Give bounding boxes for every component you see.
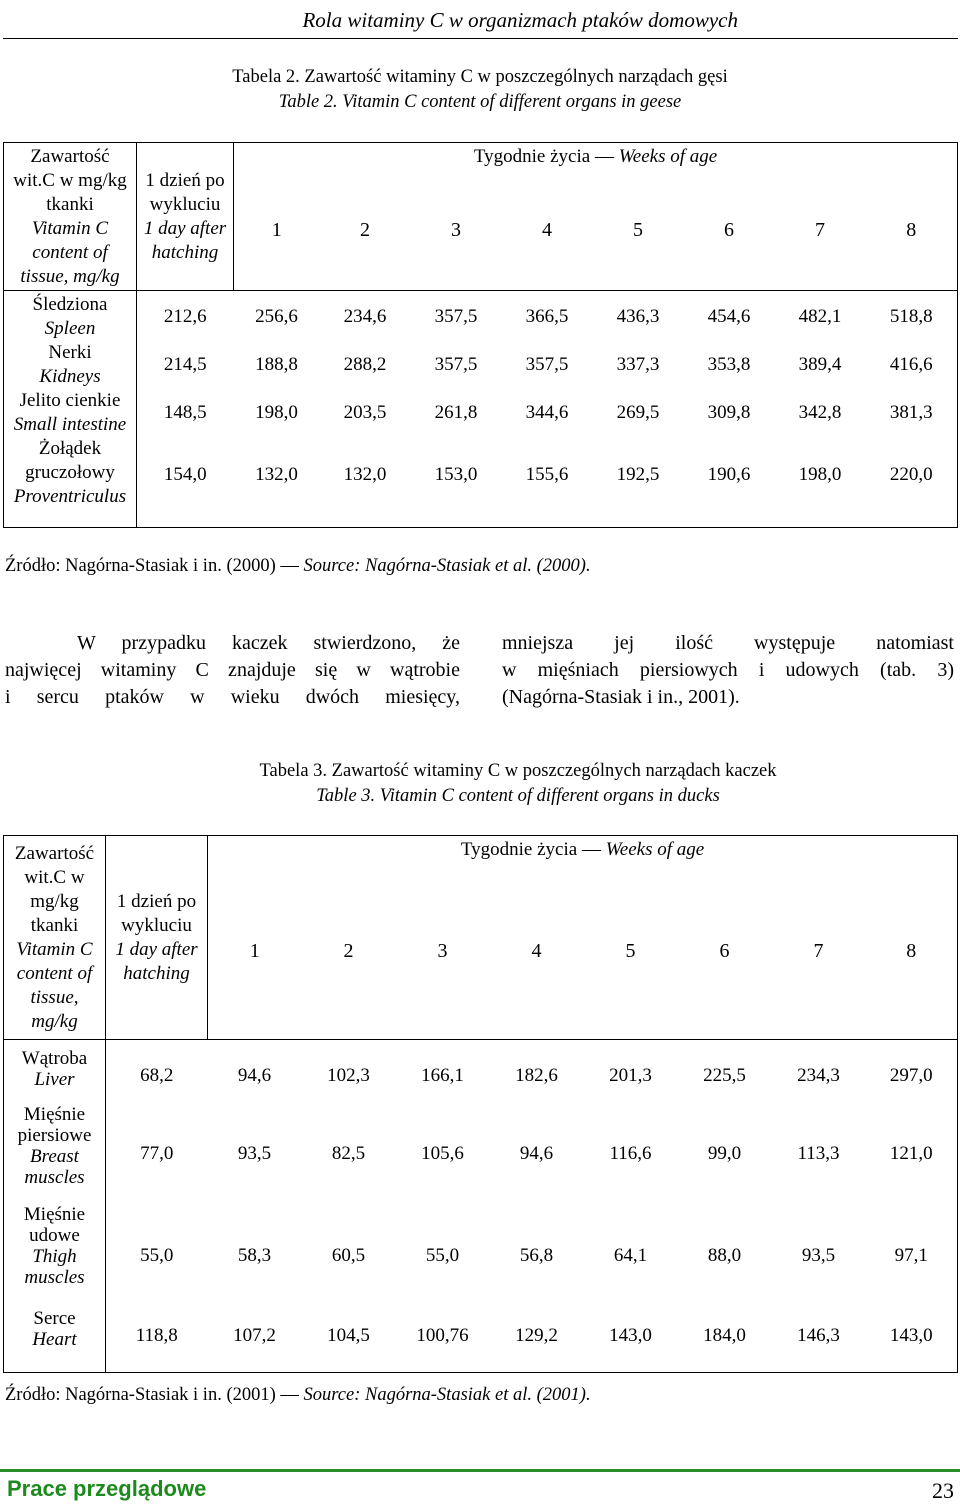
- footer-rule: [0, 1469, 960, 1472]
- header-rule: [3, 38, 958, 39]
- table2-values-column: [411, 291, 502, 528]
- body-text-left-line-3: i sercu ptaków w wieku dwóch miesięcy,: [5, 686, 460, 708]
- table3-value-cell: 104,5: [327, 1325, 370, 1346]
- table3-values-column: [208, 1040, 302, 1373]
- table3-values-column: [490, 1040, 584, 1373]
- table3-value-cell: 234,3: [797, 1065, 840, 1086]
- table2-header-label-pl: Zawartość: [30, 145, 110, 167]
- table3-weeks-label-pl: Tygodnie życia: [460, 838, 578, 860]
- table2-value-cell: 454,6: [707, 306, 751, 327]
- table3-day1-label-en: 1 day after: [115, 938, 198, 960]
- table3-values-column: [584, 1040, 678, 1373]
- table3-value-cell: 68,2: [140, 1065, 174, 1086]
- table2-value-cell: 190,6: [707, 464, 751, 485]
- table2-day1-label-pl: wykluciu: [149, 193, 221, 215]
- table2-row-labels-cell: [4, 291, 137, 528]
- table3-header-label-pl: tkanki: [30, 914, 79, 936]
- table3-row-label-en: Breast: [30, 1146, 79, 1167]
- table2-weeks-label-pl: Tygodnie życia: [473, 145, 591, 167]
- table2-header-day1-cell: [137, 143, 234, 291]
- table3-value-cell: 82,5: [331, 1143, 366, 1164]
- table3-row-label-pl: Mięśnie: [23, 1204, 86, 1225]
- table3-header-label-en: content of: [16, 962, 93, 984]
- table3-value-cell: 93,5: [237, 1143, 272, 1164]
- table2: [3, 142, 958, 528]
- table2-header-label-en: tissue, mg/kg: [20, 265, 120, 287]
- table3-row-label-pl: piersiowe: [17, 1125, 92, 1146]
- page-number: 23: [932, 1478, 954, 1503]
- table2-values-column: [684, 291, 775, 528]
- table3-value-cell: 105,6: [421, 1143, 464, 1164]
- table3-row-label-pl: udowe: [29, 1225, 80, 1246]
- table2-values-column: [866, 291, 958, 528]
- table3-row-label-en: muscles: [24, 1267, 85, 1288]
- table3-value-cell: 225,5: [703, 1065, 746, 1086]
- table3-row-label-pl: Wątroba: [21, 1048, 88, 1069]
- table2-value-cell: 155,6: [525, 464, 569, 485]
- table3-row-label: [4, 1048, 105, 1104]
- table3-value-cell: 77,0: [140, 1143, 174, 1164]
- table3-day1-label-pl: 1 dzień po: [116, 890, 197, 912]
- table3-value-cell: 184,0: [703, 1325, 746, 1346]
- table2-value-cell: 198,0: [798, 464, 842, 485]
- table2-source-en: Source: Nagórna-Stasiak et al. (2000).: [303, 556, 591, 576]
- table2-day1-label-en: 1 day after: [143, 217, 227, 239]
- table2-header-label-en: content of: [32, 241, 108, 263]
- table2-weeks-label-en: Weeks of age: [618, 145, 718, 167]
- table2-value-cell: 256,6: [255, 306, 298, 327]
- running-head: Rola witaminy C w organizmach ptaków domowych: [302, 8, 738, 32]
- table2-value-cell: 416,6: [889, 354, 933, 375]
- table2-value-cell: 357,5: [434, 306, 478, 327]
- table3-caption-en: Table 3. Vitamin C content of different organs in ducks: [316, 786, 720, 806]
- table3-row-label-en: Liver: [34, 1069, 75, 1090]
- table3-value-cell: 107,2: [233, 1325, 276, 1346]
- table2-value-cell: 188,8: [255, 354, 298, 375]
- table3-values-column: [866, 1040, 958, 1373]
- table3-value-cell: 100,76: [416, 1325, 469, 1346]
- table2-value-cell: 148,5: [163, 402, 207, 423]
- body-text-right-column: [502, 630, 954, 711]
- table3-week-number: 3: [396, 864, 490, 1040]
- table2-row-label-en: Kidneys: [39, 366, 101, 387]
- table2-value-cell: 198,0: [255, 402, 298, 423]
- table2-row-label: [4, 437, 136, 513]
- table3-row-label-en: Thigh: [32, 1246, 77, 1267]
- table2-week-number: 6: [684, 171, 775, 291]
- body-text-left-column: [5, 630, 460, 711]
- table3-row-labels-cell: [4, 1040, 106, 1373]
- table3-week-number: 5: [584, 864, 678, 1040]
- table2-value-cell: 353,8: [707, 354, 751, 375]
- table2-value-cell: 288,2: [343, 354, 387, 375]
- table3-row-label-pl: Serce: [33, 1308, 76, 1329]
- table2-header-label-en: Vitamin C: [31, 217, 109, 239]
- table2-day1-label-en: hatching: [151, 241, 219, 263]
- table2-value-cell: 234,6: [343, 306, 387, 327]
- table3-values-column: [106, 1040, 208, 1373]
- table2-value-cell: 337,3: [616, 354, 660, 375]
- table2-value-cell: 261,8: [434, 402, 478, 423]
- table2-row-label-pl: Nerki: [48, 342, 92, 363]
- table3-header-label-pl: Zawartość: [14, 842, 95, 864]
- table2-week-number: 5: [593, 171, 684, 291]
- table3-day1-label-pl: wykluciu: [121, 914, 192, 936]
- table3-value-cell: 97,1: [894, 1245, 928, 1266]
- table2-value-cell: 342,8: [798, 402, 842, 423]
- table3-value-cell: 297,0: [889, 1065, 933, 1086]
- table2-source-pl: Źródło: Nagórna-Stasiak i in. (2000): [5, 556, 276, 576]
- table2-value-cell: 357,5: [434, 354, 478, 375]
- table2-value-cell: 192,5: [616, 464, 660, 485]
- table3-source-pl: Źródło: Nagórna-Stasiak i in. (2001): [5, 1385, 276, 1405]
- table3-header-label-en: Vitamin C: [16, 938, 93, 960]
- table3-value-cell: 113,3: [797, 1143, 840, 1164]
- table2-value-cell: 518,8: [889, 306, 933, 327]
- table3-header-label-en: mg/kg: [31, 1010, 78, 1032]
- table3-value-cell: 88,0: [707, 1245, 742, 1266]
- table3-source-en: Source: Nagórna-Stasiak et al. (2001).: [303, 1385, 591, 1405]
- table3-value-cell: 116,6: [609, 1143, 652, 1164]
- table3-value-cell: 56,8: [519, 1245, 554, 1266]
- table2-week-number: 8: [866, 171, 958, 291]
- table3-value-cell: 118,8: [135, 1325, 178, 1346]
- table3-row-label-en: muscles: [24, 1167, 85, 1188]
- table2-values-column: [320, 291, 411, 528]
- table2-week-number: 2: [320, 171, 411, 291]
- table2-week-number: 3: [411, 171, 502, 291]
- table3-weeks-label-en: Weeks of age: [605, 838, 705, 860]
- table2-value-cell: 220,0: [889, 464, 933, 485]
- table3-week-number: 1: [208, 864, 302, 1040]
- table3-header-column-cell: [4, 836, 106, 1040]
- table2-value-cell: 203,5: [343, 402, 387, 423]
- body-text-left-line-2: najwięcej witaminy C znajduje się w wątrobie: [5, 659, 460, 681]
- table2-row-label-pl: Śledziona: [32, 294, 108, 315]
- body-text-left-line-1: W przypadku kaczek stwierdzono, że: [77, 632, 460, 654]
- table2-value-cell: 381,3: [889, 402, 933, 423]
- table3-row-label: [4, 1104, 105, 1204]
- table2-value-cell: 436,3: [616, 306, 660, 327]
- table3-value-cell: 102,3: [327, 1065, 370, 1086]
- table2-value-cell: 309,8: [707, 402, 751, 423]
- table3-values-column: [678, 1040, 772, 1373]
- table2-caption-pl: Tabela 2. Zawartość witaminy C w poszczególnych narządach gęsi: [232, 67, 728, 87]
- table2-value-cell: 269,5: [616, 402, 660, 423]
- table3-values-column: [396, 1040, 490, 1373]
- table2-value-cell: 154,0: [163, 464, 207, 485]
- table2-row-label-en: Small intestine: [13, 414, 127, 435]
- table2-row-label-en: Proventriculus: [13, 486, 127, 507]
- table3-week-number: 6: [678, 864, 772, 1040]
- table3-week-number: 8: [866, 864, 958, 1040]
- table3-value-cell: 55,0: [140, 1245, 174, 1266]
- table3: [3, 835, 958, 1373]
- table3-values-column: [302, 1040, 396, 1373]
- table3-header-label-pl: wit.C w: [24, 866, 85, 888]
- table3-value-cell: 58,3: [237, 1245, 272, 1266]
- body-text-right-line-3: (Nagórna-Stasiak i in., 2001).: [502, 686, 740, 708]
- table3-week-number: 2: [302, 864, 396, 1040]
- table2-value-cell: 366,5: [525, 306, 569, 327]
- table2-value-cell: 214,5: [163, 354, 207, 375]
- table2-week-number: 4: [502, 171, 593, 291]
- table2-week-number: 7: [775, 171, 866, 291]
- table3-value-cell: 166,1: [421, 1065, 464, 1086]
- table3-value-cell: 64,1: [613, 1245, 648, 1266]
- table3-caption: [0, 759, 960, 809]
- table3-value-cell: 143,0: [889, 1325, 933, 1346]
- table2-body-row: [4, 291, 958, 528]
- table2-value-cell: 344,6: [525, 402, 569, 423]
- table2-caption-en: Table 2. Vitamin C content of different organs in geese: [278, 92, 682, 112]
- table2-value-cell: 132,0: [343, 464, 387, 485]
- table2-header-column-cell: [4, 143, 137, 291]
- table3-values-column: [772, 1040, 866, 1373]
- table3-week-number: 7: [772, 864, 866, 1040]
- table3-value-cell: 143,0: [609, 1325, 652, 1346]
- table3-value-cell: 182,6: [515, 1065, 558, 1086]
- table2-row-label-pl: Jelito cienkie: [19, 390, 121, 411]
- table2-header-label-pl: tkanki: [46, 193, 94, 215]
- table2-header-label-pl: wit.C w mg/kg: [13, 169, 127, 191]
- table3-body-row: [4, 1040, 958, 1373]
- table2-value-cell: 212,6: [163, 306, 207, 327]
- table2-caption: [0, 65, 960, 115]
- table3-week-number: 4: [490, 864, 584, 1040]
- table3-header-day1-cell: [106, 836, 208, 1040]
- table3-row-label: [4, 1204, 105, 1308]
- table2-week-number: 1: [234, 171, 320, 291]
- table2-day1-label-pl: 1 dzień po: [145, 169, 225, 191]
- table2-row-label: [4, 341, 136, 389]
- body-text-right-line-1: mniejsza jej ilość występuje natomiast: [502, 632, 954, 654]
- table2-row-label-en: Spleen: [44, 318, 96, 339]
- table2-row-label-pl: gruczołowy: [25, 462, 115, 483]
- table2-header-weeks-cell: Tygodnie życia — Weeks of age: [234, 143, 958, 171]
- table3-source: Źródło: Nagórna-Stasiak i in. (2001) — Source: Nagórna-Stasiak et al. (2001).: [5, 1385, 591, 1405]
- table2-value-cell: 153,0: [434, 464, 478, 485]
- table3-value-cell: 121,0: [889, 1143, 933, 1164]
- table2-row-label: [4, 293, 136, 341]
- table3-value-cell: 99,0: [707, 1143, 742, 1164]
- table2-values-column: [137, 291, 234, 528]
- table3-row-label-en: Heart: [32, 1329, 77, 1350]
- table3-value-cell: 93,5: [801, 1245, 836, 1266]
- table3-value-cell: 60,5: [331, 1245, 366, 1266]
- table2-value-cell: 482,1: [798, 306, 842, 327]
- table2-values-column: [593, 291, 684, 528]
- footer-section-label: Prace przeglądowe: [7, 1476, 207, 1501]
- table3-value-cell: 129,2: [515, 1325, 558, 1346]
- body-text-right-line-2: w mięśniach piersiowych i udowych (tab. 3): [502, 659, 954, 681]
- table3-value-cell: 146,3: [797, 1325, 840, 1346]
- table2-row-label: [4, 389, 136, 437]
- table3-header-label-pl: mg/kg: [30, 890, 79, 912]
- table3-row-label: [4, 1308, 105, 1364]
- table2-row-label-pl: Żołądek: [38, 438, 102, 459]
- table3-value-cell: 55,0: [425, 1245, 460, 1266]
- table3-row-label-pl: Mięśnie: [23, 1104, 86, 1125]
- table2-values-column: [502, 291, 593, 528]
- table2-values-column: [775, 291, 866, 528]
- table3-value-cell: 201,3: [609, 1065, 652, 1086]
- table3-header-label-en: tissue,: [30, 986, 79, 1008]
- table3-caption-pl: Tabela 3. Zawartość witaminy C w poszczególnych narządach kaczek: [259, 761, 777, 781]
- table2-value-cell: 132,0: [255, 464, 298, 485]
- table3-value-cell: 94,6: [519, 1143, 554, 1164]
- table3-value-cell: 94,6: [237, 1065, 272, 1086]
- table2-value-cell: 389,4: [798, 354, 842, 375]
- table2-source: Źródło: Nagórna-Stasiak i in. (2000) — Source: Nagórna-Stasiak et al. (2000).: [5, 556, 591, 576]
- table2-values-column: [234, 291, 320, 528]
- table3-day1-label-en: hatching: [123, 962, 190, 984]
- table3-header-weeks-cell: Tygodnie życia — Weeks of age: [208, 836, 958, 864]
- table2-value-cell: 357,5: [525, 354, 569, 375]
